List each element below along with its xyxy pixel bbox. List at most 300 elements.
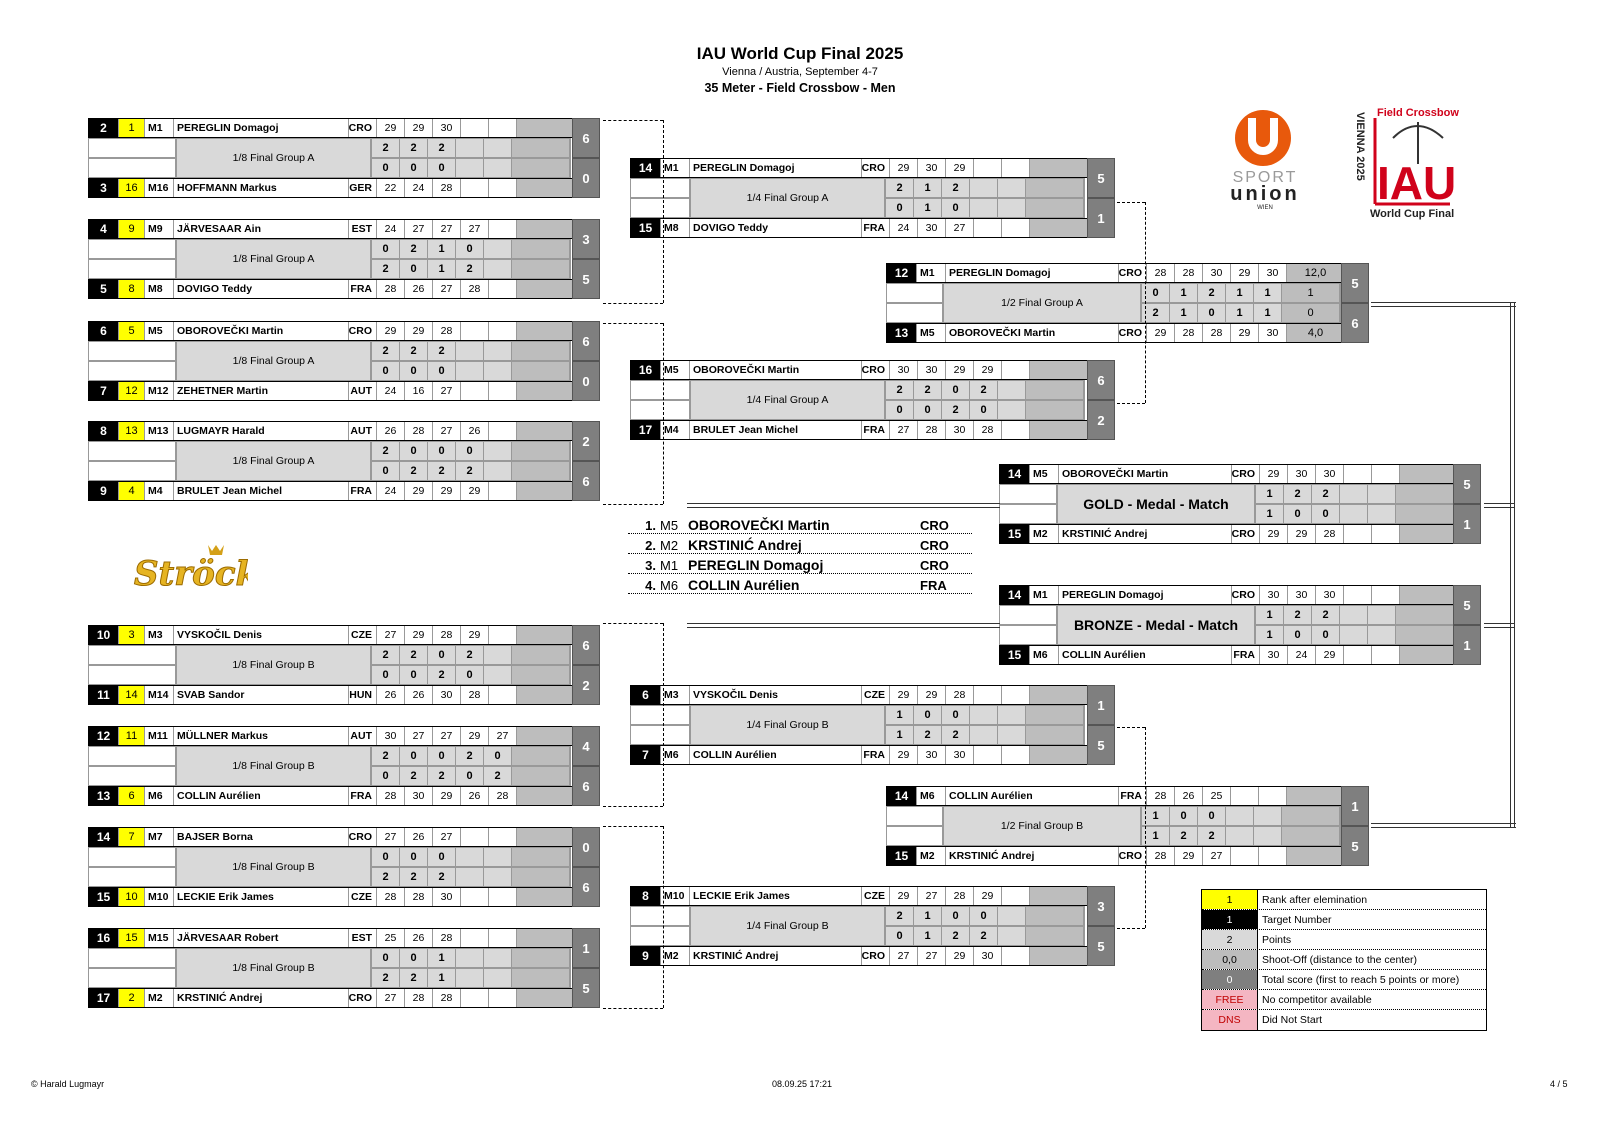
points-row [1141, 303, 1341, 323]
points-cell [456, 159, 484, 177]
points-cell [1254, 827, 1282, 845]
blank-cell [88, 461, 176, 481]
blank-cell [630, 906, 690, 926]
target-number: 17 [631, 421, 661, 439]
nation-code: EST [349, 220, 377, 238]
score-cell: 29 [974, 887, 1002, 905]
score-cell [489, 828, 517, 846]
result-name: OBOROVEČKI Martin [688, 517, 830, 533]
group-label: 1/2 Final Group B [943, 806, 1141, 846]
score-cell: 28 [946, 887, 974, 905]
points-cell: 2 [914, 726, 942, 744]
blank-cell [88, 259, 176, 279]
points-cell: 1 [428, 260, 456, 278]
score-cell: 30 [918, 159, 946, 177]
points-cell: 0 [886, 401, 914, 419]
rank-badge: 10 [119, 888, 145, 906]
total-score: 6 [572, 766, 600, 806]
player-name: DOVIGO Teddy [174, 280, 349, 298]
points-row [371, 361, 571, 381]
score-cell [1372, 586, 1400, 604]
nation-code: CZE [862, 887, 890, 905]
points-cell: 0 [942, 907, 970, 925]
svg-text:World Cup Final: World Cup Final [1370, 208, 1455, 220]
legend-key: 2 [1202, 930, 1258, 949]
legend-row [1202, 1010, 1486, 1030]
total-score: 3 [1087, 886, 1115, 926]
points-cell: 2 [886, 179, 914, 197]
player-row [886, 786, 1369, 806]
score-cell: 29 [1175, 847, 1203, 865]
points-cell: 2 [428, 868, 456, 886]
score-cell: 29 [1147, 324, 1175, 342]
shootoff-points: 0 [1282, 304, 1340, 322]
score-cell: 30 [377, 727, 405, 745]
points-row [1141, 826, 1341, 846]
nation-code: AUT [349, 422, 377, 440]
score-cell: 30 [433, 888, 461, 906]
shootoff-cell [1400, 646, 1458, 664]
score-cell: 26 [461, 422, 489, 440]
score-cell: 24 [377, 382, 405, 400]
legend [1201, 889, 1487, 1031]
legend-row [1202, 950, 1486, 970]
svg-text:VIENNA 2025: VIENNA 2025 [1355, 112, 1366, 181]
score-cell [974, 686, 1002, 704]
score-cell [1002, 887, 1030, 905]
points-cell [484, 240, 512, 258]
score-cell: 28 [433, 989, 461, 1007]
shootoff-points [512, 442, 570, 460]
points-cell: 0 [400, 949, 428, 967]
result-name: PEREGLIN Domagoj [688, 557, 824, 573]
points-row [371, 867, 571, 887]
points-cell: 0 [428, 159, 456, 177]
score-cell: 22 [377, 179, 405, 197]
match-id: M8 [661, 219, 690, 237]
score-cell: 29 [1288, 525, 1316, 543]
player-row [88, 726, 600, 746]
rank-badge: 4 [119, 482, 145, 500]
score-cell [489, 929, 517, 947]
match-id: M1 [917, 264, 946, 282]
score-cell: 27 [946, 219, 974, 237]
player-row [88, 827, 600, 847]
points-cell [1368, 606, 1396, 624]
score-cell [489, 686, 517, 704]
score-cell: 28 [1175, 324, 1203, 342]
score-cell: 26 [405, 686, 433, 704]
points-cell: 2 [1198, 284, 1226, 302]
points-cell [484, 159, 512, 177]
points-row [1255, 504, 1455, 524]
points-cell [970, 199, 998, 217]
final-results [628, 514, 972, 594]
score-cell: 30 [1259, 324, 1287, 342]
points-cell: 2 [942, 179, 970, 197]
score-cell [1002, 159, 1030, 177]
shootoff-cell [517, 322, 575, 340]
group-label: 1/4 Final Group B [690, 906, 885, 946]
points-cell [1340, 626, 1368, 644]
score-cell: 24 [405, 179, 433, 197]
points-cell [1340, 485, 1368, 503]
match-id: M5 [917, 324, 946, 342]
score-cell: 27 [890, 421, 918, 439]
points-cell: 0 [372, 362, 400, 380]
shootoff-points [512, 868, 570, 886]
rank-badge: 2 [119, 989, 145, 1007]
points-cell [484, 848, 512, 866]
legend-row [1202, 930, 1486, 950]
score-cell [1002, 947, 1030, 965]
player-row [630, 420, 1115, 440]
score-cell: 27 [918, 947, 946, 965]
player-row [630, 745, 1115, 765]
score-cell: 29 [890, 686, 918, 704]
score-cell: 29 [377, 119, 405, 137]
points-cell: 2 [428, 666, 456, 684]
points-cell: 2 [970, 927, 998, 945]
svg-text:SPORT: SPORT [1232, 169, 1298, 186]
match-box [88, 726, 600, 807]
score-cell: 28 [946, 686, 974, 704]
points-cell: 1 [1170, 284, 1198, 302]
target-number: 6 [89, 322, 119, 340]
score-cell [1002, 686, 1030, 704]
points-cell: 1 [914, 179, 942, 197]
score-cell [1002, 219, 1030, 237]
result-nation: FRA [920, 578, 947, 593]
group-label: 1/8 Final Group A [176, 138, 371, 178]
points-cell: 0 [942, 199, 970, 217]
player-row [88, 178, 600, 198]
match-box [630, 158, 1115, 239]
score-cell: 27 [489, 727, 517, 745]
points-row [371, 645, 571, 665]
shootoff-cell [517, 929, 575, 947]
score-cell: 27 [433, 422, 461, 440]
shootoff-points [512, 949, 570, 967]
target-number: 12 [887, 264, 917, 282]
points-row [371, 847, 571, 867]
total-score: 6 [572, 118, 600, 158]
total-score: 2 [572, 665, 600, 705]
match-id: M6 [1030, 646, 1059, 664]
target-number: 15 [1000, 646, 1030, 664]
nation-code: FRA [862, 421, 890, 439]
nation-code: HUN [349, 686, 377, 704]
match-id: M4 [145, 482, 174, 500]
player-name: COLLIN Aurélien [174, 787, 349, 805]
total-score: 0 [572, 827, 600, 867]
result-place: 1. [645, 518, 656, 533]
score-cell: 30 [1316, 465, 1344, 483]
points-cell: 0 [1284, 626, 1312, 644]
result-row [628, 514, 972, 534]
points-cell: 2 [456, 260, 484, 278]
score-cell: 30 [974, 947, 1002, 965]
points-row [371, 766, 571, 786]
player-name: VYSKOČIL Denis [174, 626, 349, 644]
shootoff-cell [517, 888, 575, 906]
points-row [885, 705, 1085, 725]
points-cell: 1 [914, 907, 942, 925]
shootoff-cell [1030, 947, 1088, 965]
points-cell [484, 139, 512, 157]
score-cell [461, 888, 489, 906]
points-cell: 1 [428, 949, 456, 967]
points-row [371, 665, 571, 685]
score-cell [489, 989, 517, 1007]
points-row [371, 259, 571, 279]
points-cell: 2 [428, 767, 456, 785]
points-cell: 0 [1198, 304, 1226, 322]
group-label: 1/4 Final Group A [690, 380, 885, 420]
shootoff-cell [1400, 465, 1458, 483]
score-cell: 27 [405, 220, 433, 238]
score-cell [1344, 646, 1372, 664]
points-cell: 2 [400, 767, 428, 785]
points-cell [484, 646, 512, 664]
result-nation: CRO [920, 538, 949, 553]
points-cell: 1 [1226, 284, 1254, 302]
shootoff-points [1026, 401, 1084, 419]
match-id: M14 [145, 686, 174, 704]
score-cell [489, 382, 517, 400]
player-name: DOVIGO Teddy [690, 219, 862, 237]
score-cell [461, 929, 489, 947]
blank-cell [886, 826, 943, 846]
score-cell: 29 [405, 322, 433, 340]
shootoff-cell [517, 482, 575, 500]
blank-cell [999, 484, 1057, 504]
match-id: M2 [145, 989, 174, 1007]
player-row [886, 323, 1369, 343]
score-cell [1002, 361, 1030, 379]
score-cell: 30 [1288, 586, 1316, 604]
score-cell: 27 [433, 280, 461, 298]
group-label: 1/8 Final Group B [176, 746, 371, 786]
iau-world-cup-logo [1355, 104, 1485, 220]
score-cell: 24 [377, 482, 405, 500]
points-cell [1226, 827, 1254, 845]
score-cell: 29 [1260, 525, 1288, 543]
points-cell: 0 [428, 747, 456, 765]
player-row [999, 645, 1481, 665]
points-cell: 0 [942, 706, 970, 724]
result-place: 3. [645, 558, 656, 573]
score-cell [489, 888, 517, 906]
shootoff-points [512, 240, 570, 258]
points-cell: 1 [886, 706, 914, 724]
target-number: 4 [89, 220, 119, 238]
shootoff-cell [517, 119, 575, 137]
shootoff-points [512, 342, 570, 360]
points-cell: 2 [914, 381, 942, 399]
points-cell: 2 [942, 401, 970, 419]
score-cell: 28 [433, 929, 461, 947]
player-row [88, 786, 600, 806]
blank-cell [88, 968, 176, 988]
rank-badge: 1 [119, 119, 145, 137]
blank-cell [630, 178, 690, 198]
score-cell [461, 382, 489, 400]
result-row [628, 574, 972, 594]
target-number: 14 [631, 159, 661, 177]
player-row [886, 263, 1369, 283]
nation-code: EST [349, 929, 377, 947]
points-cell: 1 [1256, 485, 1284, 503]
total-score: 5 [1453, 464, 1481, 504]
target-number: 8 [631, 887, 661, 905]
match-id: M1 [661, 159, 690, 177]
shootoff-points [1282, 827, 1340, 845]
shootoff-cell [1030, 159, 1088, 177]
shootoff-cell [517, 220, 575, 238]
nation-code: AUT [349, 727, 377, 745]
total-score: 1 [1341, 786, 1369, 826]
points-row [371, 341, 571, 361]
blank-cell [886, 806, 943, 826]
player-name: OBOROVEČKI Martin [690, 361, 862, 379]
score-cell: 24 [1288, 646, 1316, 664]
nation-code: CRO [349, 119, 377, 137]
points-cell: 0 [456, 442, 484, 460]
score-cell [461, 179, 489, 197]
score-cell [1259, 787, 1287, 805]
points-cell: 2 [400, 868, 428, 886]
shootoff-cell [1030, 219, 1088, 237]
stroeck-logo [130, 537, 248, 597]
points-cell: 0 [1142, 284, 1170, 302]
player-name: PEREGLIN Domagoj [690, 159, 862, 177]
nation-code: AUT [349, 382, 377, 400]
score-cell [489, 322, 517, 340]
points-cell: 0 [400, 747, 428, 765]
points-cell [484, 442, 512, 460]
sport-union-logo [1210, 110, 1320, 210]
points-cell [1368, 505, 1396, 523]
score-cell: 29 [890, 887, 918, 905]
score-cell: 26 [405, 828, 433, 846]
score-cell: 29 [405, 626, 433, 644]
nation-code: CZE [349, 888, 377, 906]
match-box [630, 360, 1115, 441]
legend-key: 0 [1202, 970, 1258, 989]
score-cell [1344, 586, 1372, 604]
nation-code: CRO [1232, 586, 1260, 604]
player-row [88, 685, 600, 705]
player-name: PEREGLIN Domagoj [174, 119, 349, 137]
points-cell [1254, 807, 1282, 825]
score-cell: 27 [433, 382, 461, 400]
points-cell: 2 [400, 462, 428, 480]
legend-text: Total score (first to reach 5 points or more) [1262, 973, 1460, 986]
blank-cell [88, 341, 176, 361]
score-cell: 25 [1203, 787, 1231, 805]
player-row [630, 886, 1115, 906]
points-cell: 0 [400, 666, 428, 684]
player-name: COLLIN Aurélien [1059, 646, 1232, 664]
score-cell: 16 [405, 382, 433, 400]
points-cell: 0 [886, 199, 914, 217]
points-row [371, 441, 571, 461]
points-cell: 0 [456, 767, 484, 785]
points-cell: 2 [1170, 827, 1198, 845]
shootoff-points [1026, 381, 1084, 399]
legend-key: 1 [1202, 910, 1258, 929]
score-cell [489, 626, 517, 644]
player-row [88, 887, 600, 907]
score-cell: 29 [433, 787, 461, 805]
result-match-id: M2 [660, 538, 679, 553]
score-cell [1372, 646, 1400, 664]
total-score: 5 [572, 968, 600, 1008]
score-cell [489, 179, 517, 197]
score-cell: 30 [946, 421, 974, 439]
match-box [88, 219, 600, 300]
points-cell: 0 [484, 747, 512, 765]
score-cell [1002, 421, 1030, 439]
shootoff-cell [517, 280, 575, 298]
points-cell [998, 726, 1026, 744]
points-cell: 0 [372, 949, 400, 967]
player-name: JÄRVESAAR Ain [174, 220, 349, 238]
points-cell: 2 [1284, 606, 1312, 624]
score-cell: 28 [1147, 847, 1175, 865]
target-number: 16 [631, 361, 661, 379]
points-cell: 0 [372, 462, 400, 480]
shootoff-cell [517, 382, 575, 400]
player-name: BAJSER Borna [174, 828, 349, 846]
points-cell [456, 848, 484, 866]
group-label: BRONZE - Medal - Match [1057, 605, 1255, 645]
points-cell: 0 [914, 401, 942, 419]
match-id: M9 [145, 220, 174, 238]
blank-cell [88, 138, 176, 158]
target-number: 2 [89, 119, 119, 137]
score-cell: 29 [890, 159, 918, 177]
match-id: M3 [145, 626, 174, 644]
player-row [886, 846, 1369, 866]
total-score: 5 [1341, 263, 1369, 303]
legend-key: FREE [1202, 990, 1258, 1009]
points-cell [998, 401, 1026, 419]
match-id: M5 [145, 322, 174, 340]
points-cell: 2 [428, 342, 456, 360]
target-number: 7 [89, 382, 119, 400]
result-nation: CRO [920, 558, 949, 573]
shootoff-cell [1030, 421, 1088, 439]
shootoff-points [1026, 726, 1084, 744]
nation-code: CRO [349, 322, 377, 340]
points-cell: 2 [372, 868, 400, 886]
player-name: KRSTINIĆ Andrej [174, 989, 349, 1007]
points-cell [456, 362, 484, 380]
rank-badge: 15 [119, 929, 145, 947]
score-cell: 29 [946, 947, 974, 965]
total-score: 6 [572, 625, 600, 665]
points-cell: 1 [1254, 304, 1282, 322]
blank-cell [886, 283, 943, 303]
points-cell: 2 [484, 767, 512, 785]
score-cell [489, 422, 517, 440]
points-cell [1368, 485, 1396, 503]
nation-code: CRO [349, 828, 377, 846]
score-cell: 30 [433, 686, 461, 704]
shootoff-points [512, 767, 570, 785]
